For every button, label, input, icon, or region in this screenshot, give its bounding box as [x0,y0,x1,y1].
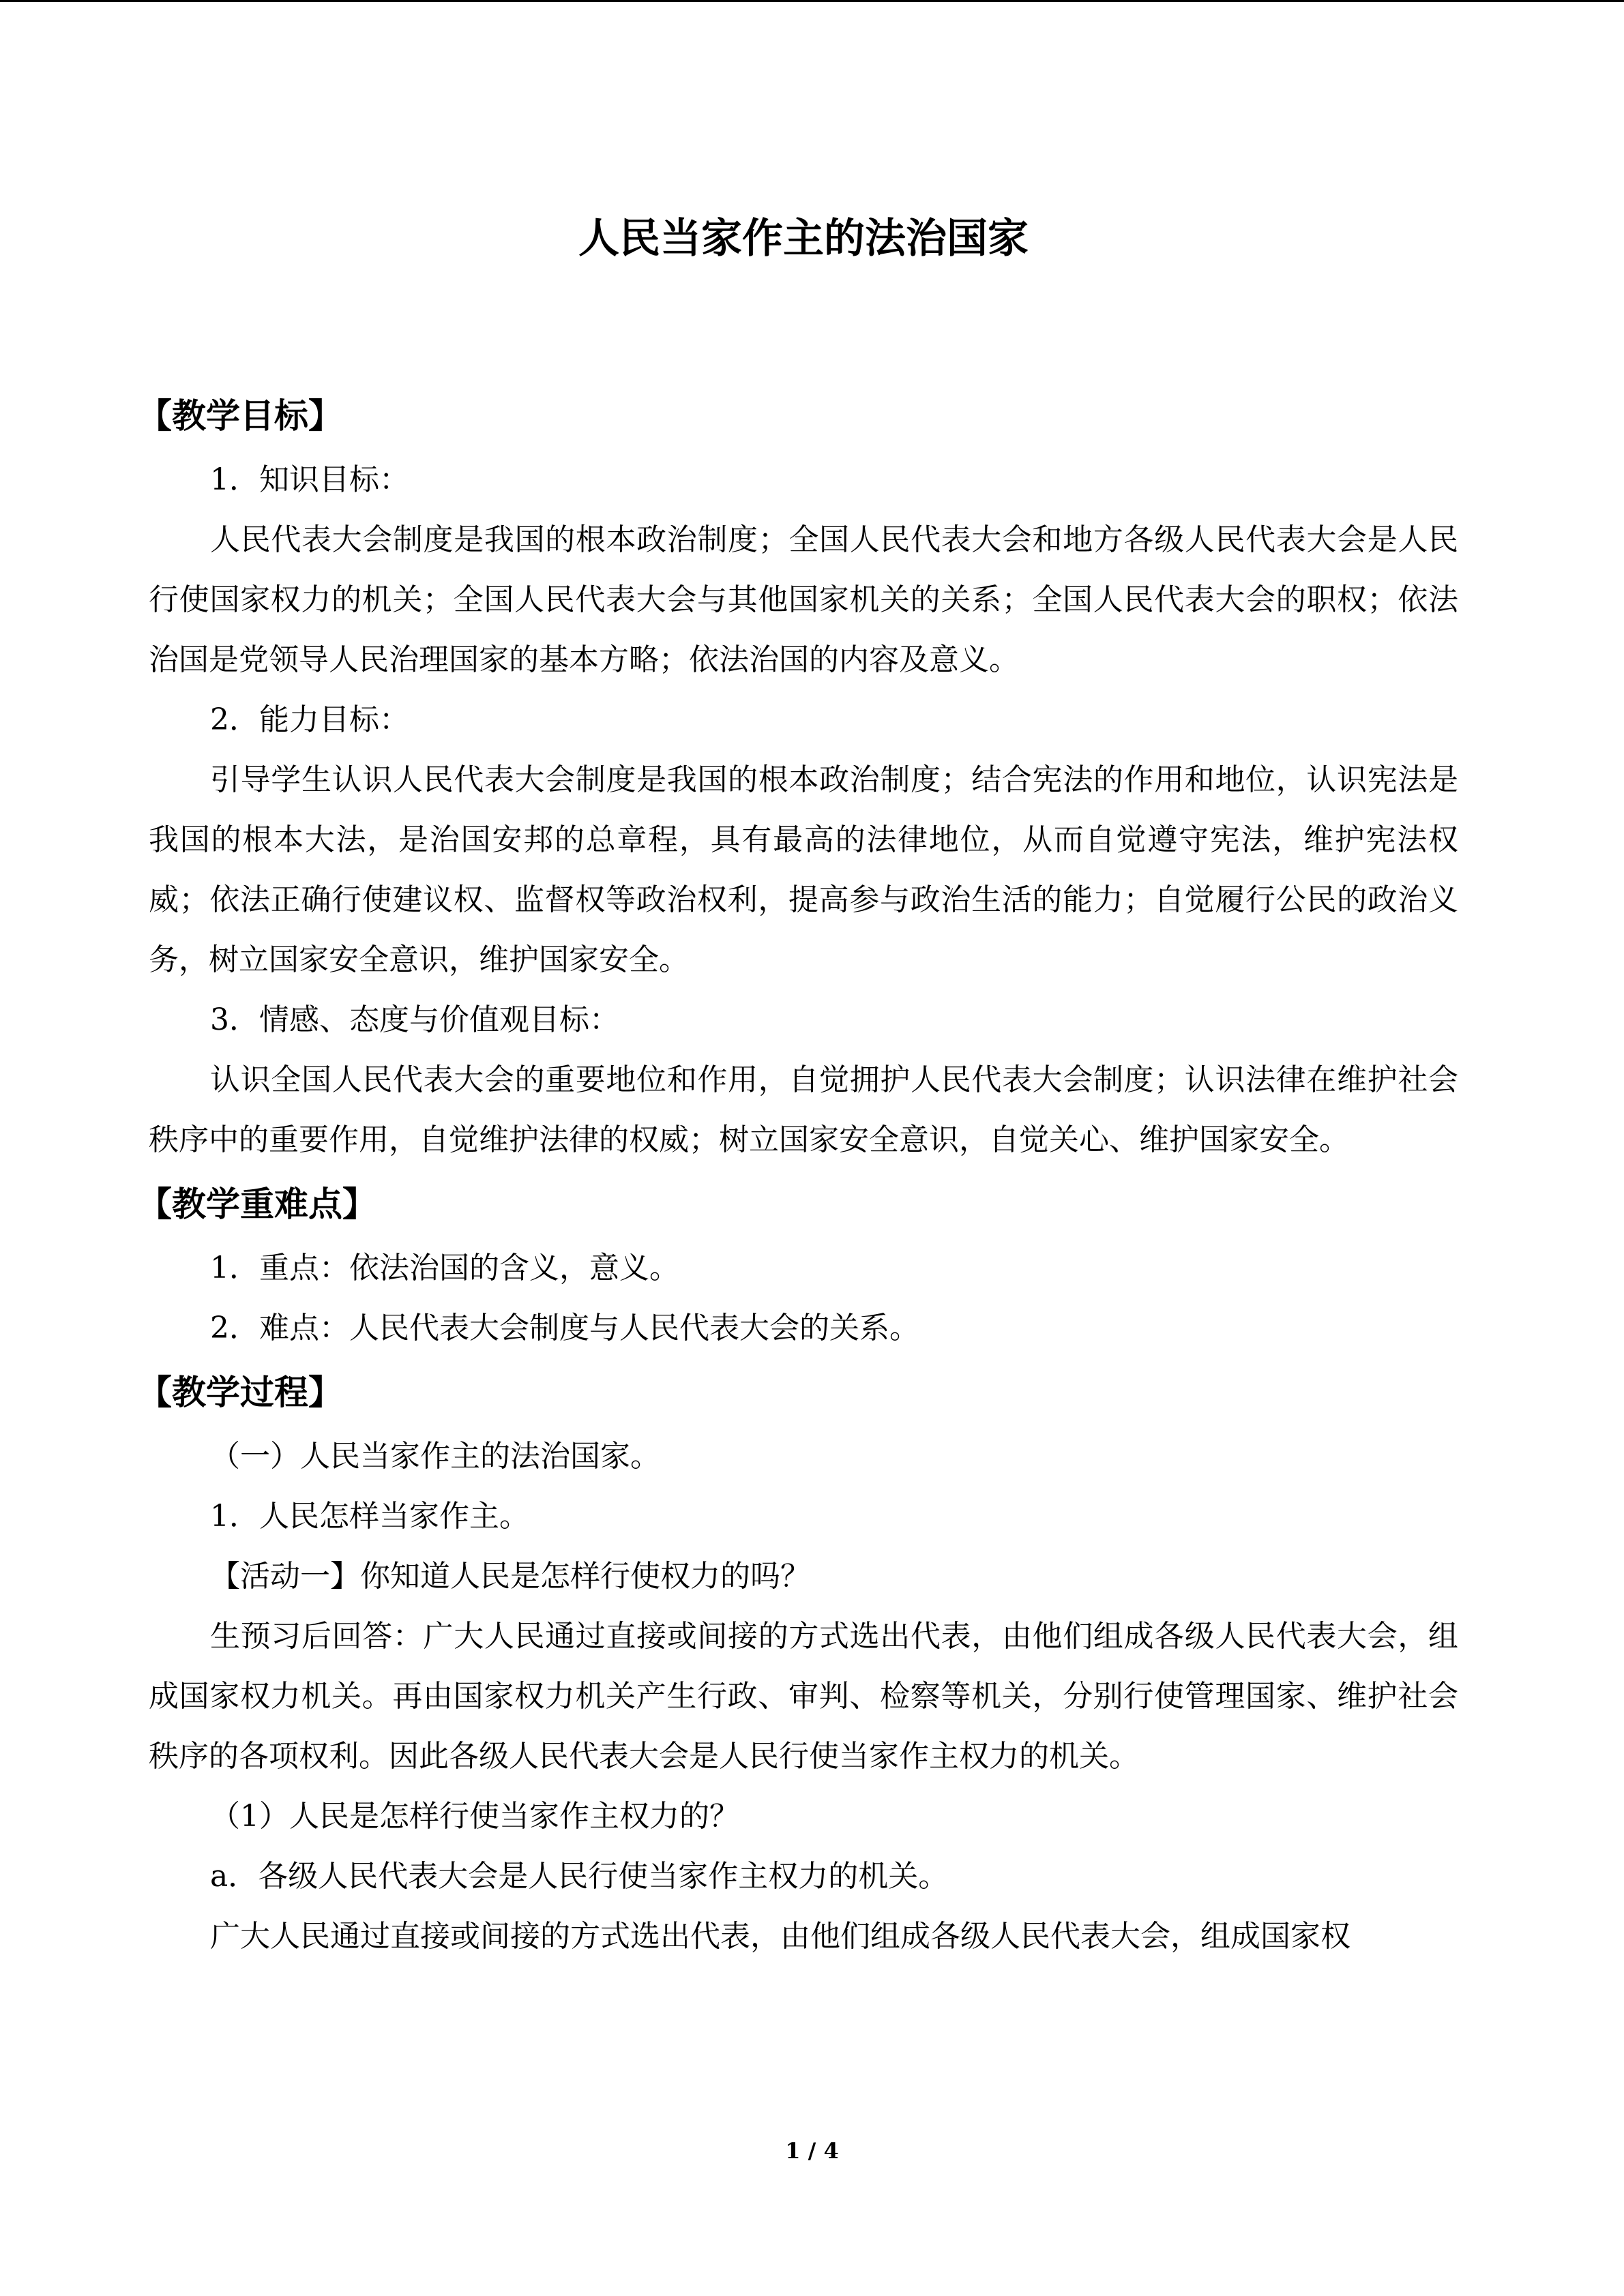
ability-objective-text: 引导学生认识人民代表大会制度是我国的根本政治制度；结合宪法的作用和地位，认识宪法是我国的根本大法，是治国安邦的总章程，具有最高的法律地位，从而自觉遵守宪法，维护宪法权威；依法正确行使建议权、监督权等政治权利，提高参与政治生活的能力；自觉履行公民的政治义务，树立国家安全意识，维护国家安全。 [149,762,1458,977]
document-title: 人民当家作主的法治国家 [578,215,1029,263]
top-border-line [0,0,1624,2]
emotion-objective-label: 3．情感、态度与价值观目标： [210,1002,619,1037]
knowledge-objective-label: 1．知识目标： [210,462,409,497]
item-a-text: 广大人民通过直接或间接的方式选出代表，由他们组成各级人民代表大会，组成国家权 [210,1919,1350,1954]
page-number: 1 / 4 [785,2138,839,2164]
document-page [138,205,1458,1967]
item-a: a．各级人民代表大会是人民行使当家作主权力的机关。 [210,1859,949,1894]
knowledge-objective-text: 人民代表大会制度是我国的根本政治制度；全国人民代表大会和地方各级人民代表大会是人民行使国家权力的机关；全国人民代表大会与其他国家机关的关系；全国人民代表大会的职权；依法治国是党领导人民治理国家的基本方略；依法治国的内容及意义。 [149,522,1458,677]
section-heading-process: 【教学过程】 [138,1373,342,1412]
emotion-objective-text: 认识全国人民代表大会的重要地位和作用，自觉拥护人民代表大会制度；认识法律在维护社会秩序中的重要作用，自觉维护法律的权威；树立国家安全意识，自觉关心、维护国家安全。 [149,1062,1458,1157]
ability-objective-label: 2．能力目标： [210,702,409,737]
process-part-one: （一）人民当家作主的法治国家。 [210,1439,660,1474]
key-point: 1．重点：依法治国的含义，意义。 [210,1251,679,1285]
section-heading-objectives: 【教学目标】 [138,396,342,436]
question-one: （1）人民是怎样行使当家作主权力的？ [210,1799,739,1834]
activity-one: 【活动一】你知道人民是怎样行使权力的吗？ [210,1559,810,1594]
student-answer: 生预习后回答：广大人民通过直接或间接的方式选出代表，由他们组成各级人民代表大会，组成国家权力机关。再由国家权力机关产生行政、审判、检察等机关，分别行使管理国家、维护社会秩序的各项权利。因此各级人民代表大会是人民行使当家作主权力的机关。 [149,1619,1458,1774]
difficult-point: 2．难点：人民代表大会制度与人民代表大会的关系。 [210,1311,919,1345]
section-heading-key-points: 【教学重难点】 [138,1184,377,1224]
process-point-one: 1．人民怎样当家作主。 [210,1499,529,1534]
